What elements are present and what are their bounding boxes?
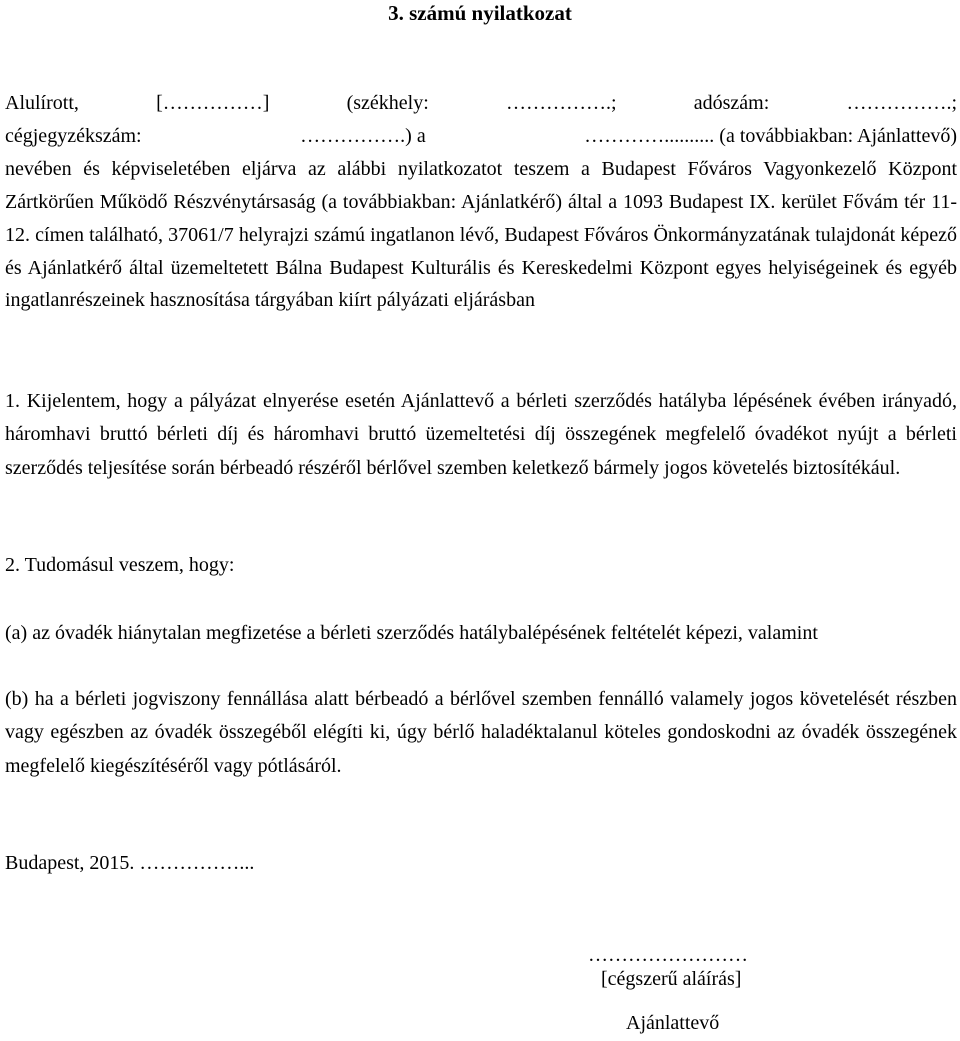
intro-seat-blank: …………….; [505,92,617,114]
intro-regno-label: cégjegyzékszám: [5,124,142,147]
intro-line-2 [5,120,957,153]
intro-name-blank: [……………] [156,92,270,114]
intro-undersigned: Alulírott, [5,92,79,114]
intro-bidder-blank: ………….......... (a továbbiakban: Ajánlattevő) [584,124,957,147]
declaration-paragraph-2: 2. Tudomásul veszem, hogy: [5,554,235,576]
intro-line-1 [5,87,957,120]
intro-seat-label: (székhely: [346,92,429,114]
declaration-item-b: (b) ha a bérleti jogviszony fennállása alatt bérbeadó a bérlővel szemben fennálló valamely jogos követelését részben vagy egészben az óvadék összegéből elégíti ki, úgy bérlő haladéktalanul köteles gondoskodni az óvadék összegének megfelelő kiegészítéséről vagy pótlásáról. [5,688,957,777]
signatory-name: Ajánlattevő [626,1012,720,1034]
document-title: 3. számú nyilatkozat [388,1,572,25]
signature-label: [cégszerű aláírás] [601,968,742,990]
date-line: Budapest, 2015. ……………... [5,852,255,874]
intro-tax-blank: …………….; [846,92,957,114]
intro-body: nevében és képviseletében eljárva az alábbi nyilatkozatot teszem a Budapest Főváros Vagyonkezelő Központ Zártkörűen Működő Részvénytársaság (a továbbiakban: Ajánlatkérő) által a 1093 Budapest IX. kerület Fővám tér 11-12. címen található, 37061/7 helyrajzi számú ingatlanon lévő, Budapest Főváros Önkormányzatának tulajdonát képező és Ajánlatkérő által üzemeltetett Bálna Budapest Kulturális és Kereskedelmi Központ egyes helyiségeinek és egyéb ingatlanrészeinek hasznosítása tárgyában kiírt pályázati eljárásban [5,157,957,312]
declaration-item-a: (a) az óvadék hiánytalan megfizetése a bérleti szerződés hatálybalépésének feltételét képezi, valamint [5,622,818,644]
intro-regno-blank: …………….) a [300,124,426,147]
signature-line: …………………… [588,944,748,966]
declaration-paragraph-1: 1. Kijelentem, hogy a pályázat elnyerése esetén Ajánlattevő a bérleti szerződés hatályba lépésének évében irányadó, háromhavi bruttó bérleti díj és háromhavi bruttó üzemeltetési díj összegének megfelelő óvadékot nyújt a bérleti szerződés teljesítése során bérbeadó részéről bérlővel szemben keletkező bármely jogos követelés biztosítékául. [5,390,957,479]
intro-tax-label: adószám: [693,92,770,114]
intro-paragraph [5,87,957,317]
